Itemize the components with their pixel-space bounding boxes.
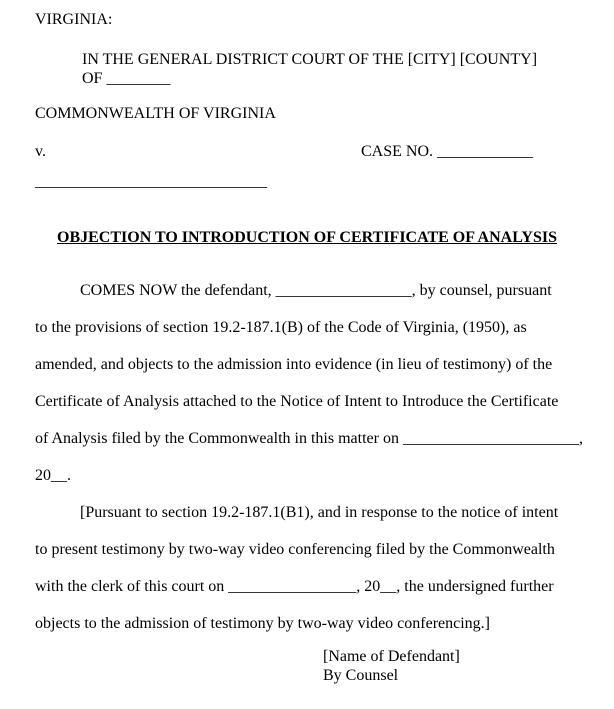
signature-block bbox=[323, 647, 579, 685]
paragraph2-line: objects to the admission of testimony by two-way video conferencing.] bbox=[35, 615, 491, 632]
paragraph1-line: to the provisions of section 19.2-187.1(B) of the Code of Virginia, (1950), as bbox=[35, 319, 527, 336]
paragraph1-line: of Analysis filed by the Commonwealth in this matter on ______________________, bbox=[35, 430, 583, 447]
paragraph1-line: amended, and objects to the admission into evidence (in lieu of testimony) of the bbox=[35, 356, 553, 373]
state-caption: VIRGINIA: bbox=[35, 11, 113, 28]
case-number-label: CASE NO. ____________ bbox=[360, 143, 533, 160]
court-heading bbox=[82, 50, 579, 88]
paragraph1-line: 20__. bbox=[35, 467, 71, 484]
court-heading-line2: OF ________ bbox=[82, 70, 171, 87]
paragraph1-line: COMES NOW the defendant, _________________, by counsel, pursuant bbox=[80, 282, 552, 299]
paragraph2-line: to present testimony by two-way video conferencing filed by the Commonwealth bbox=[35, 541, 555, 558]
versus-label: v. bbox=[35, 143, 46, 160]
signature-defendant-name: [Name of Defendant] bbox=[323, 648, 460, 665]
paragraph2-line: [Pursuant to section 19.2-187.1(B1), and in response to the notice of intent bbox=[80, 504, 559, 521]
versus-case-row bbox=[35, 142, 579, 161]
body-paragraph-2 bbox=[35, 494, 579, 642]
document-title: OBJECTION TO INTRODUCTION OF CERTIFICATE OF ANALYSIS bbox=[57, 229, 557, 246]
body-paragraph-1 bbox=[35, 272, 583, 494]
defendant-name-blank: _____________________________ bbox=[35, 173, 267, 190]
plaintiff-name: COMMONWEALTH OF VIRGINIA bbox=[35, 105, 276, 122]
court-heading-line1: IN THE GENERAL DISTRICT COURT OF THE [CITY] [COUNTY] bbox=[82, 51, 538, 68]
paragraph1-line: Certificate of Analysis attached to the Notice of Intent to Introduce the Certificate bbox=[35, 393, 559, 410]
signature-by-counsel: By Counsel bbox=[323, 667, 399, 684]
paragraph2-line: with the clerk of this court on ________________, 20__, the undersigned further bbox=[35, 578, 554, 595]
